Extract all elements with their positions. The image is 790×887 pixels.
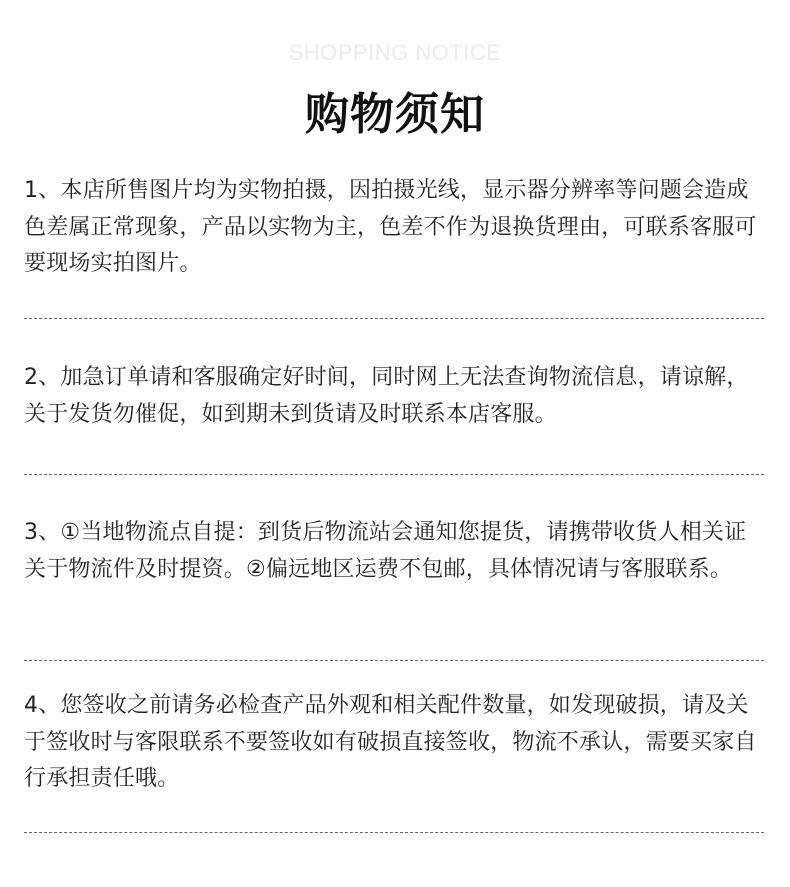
- page-title: 购物须知: [305, 89, 485, 140]
- dashed-divider: [24, 832, 764, 833]
- section-subtitle: SHOPPING NOTICE: [288, 40, 502, 65]
- dashed-divider: [24, 318, 764, 319]
- notice-item-3: 3、①当地物流点自提：到货后物流站会通知您提货，请携带收货人相关证关于物流件及时提资。②偏远地区运费不包邮，具体情况请与客服联系。: [24, 520, 747, 582]
- notice-item-1: 1、本店所售图片均为实物拍摄，因拍摄光线，显示器分辨率等问题会造成色差属正常现象，产品以实物为主，色差不作为退换货理由，可联系客服可要现场实拍图片。: [24, 178, 757, 276]
- notice-item-2: 2、加急订单请和客服确定好时间，同时网上无法查询物流信息，请谅解，关于发货勿催促，如到期未到货请及时联系本店客服。: [24, 365, 749, 427]
- dashed-divider: [24, 474, 764, 475]
- dashed-divider: [24, 660, 764, 661]
- notice-item-4: 4、您签收之前请务必检查产品外观和相关配件数量，如发现破损，请及关于签收时与客限联系不要签收如有破损直接签收，物流不承认，需要买家自行承担责任哦。: [24, 693, 757, 791]
